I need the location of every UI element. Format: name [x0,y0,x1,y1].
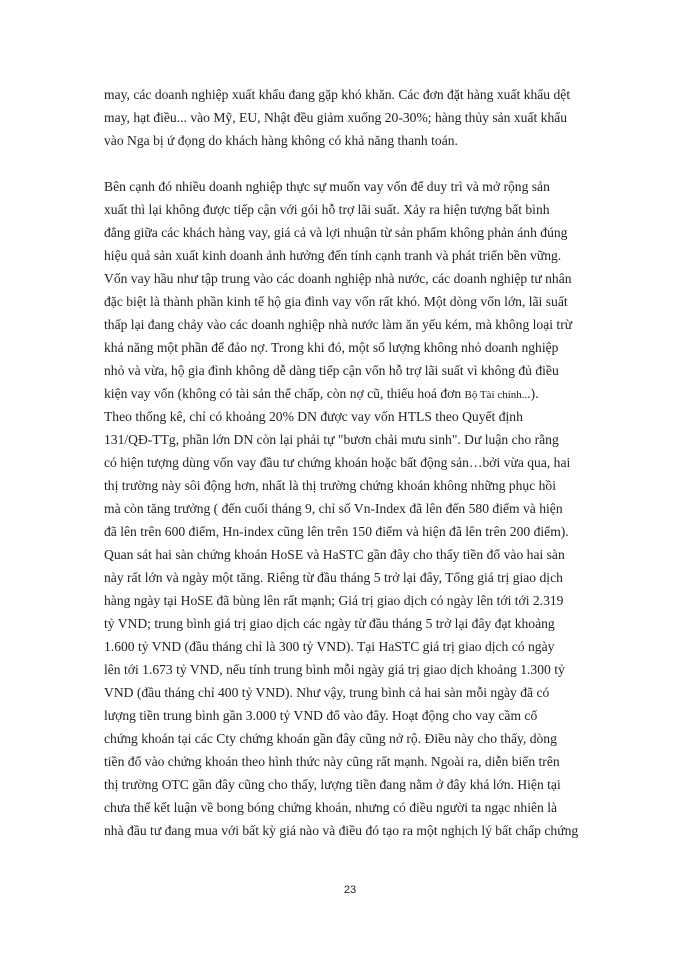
paragraph-2-line-13: có hiện tượng dùng vốn vay đầu tư chứng khoán hoặc bất động sản…bởi vừa qua, hai [104,455,571,470]
page-number: 23 [343,884,357,896]
paragraph-2-line-22: lên tới 1.673 tỷ VND, nếu tính trung bình mỗi ngày giá trị giao dịch khoảng 1.300 tỷ [104,662,565,677]
paragraph-1-line-1: may, các doanh nghiệp xuất khẩu đang gặp khó khăn. Các đơn đặt hàng xuất khẩu dệt [104,87,571,102]
paragraph-2-line-6: đặc biệt là thành phần kinh tế hộ gia đình vay vốn rất khó. Một dòng vốn lớn, lãi suất [104,294,568,309]
paragraph-2-line-19: hàng ngày tại HoSE đã bùng lên rất mạnh; Giá trị giao dịch có ngày lên tới tới 2.319 [104,593,564,608]
paragraph-2-line-10 [104,383,600,405]
paragraph-2-line-21: 1.600 tỷ VND (đầu tháng chỉ là 300 tỷ VND). Tại HaSTC giá trị giao dịch có ngày [104,639,555,654]
paragraph-2-line-14: thị trường này sôi động hơn, nhất là thị trường chứng khoán không những phục hồi [104,478,557,493]
paragraph-2-line-9: nhỏ và vừa, hộ gia đình không dễ dàng tiếp cận vốn hỗ trợ lãi suất vì không đủ điều [104,363,559,378]
paragraph-2-line-16: đã lên trên 600 điểm, Hn-index cũng lên trên 150 điểm và hiện đã lên trên 200 điểm). [104,524,569,539]
inline-after-text: .). [527,386,539,401]
paragraph-2-line-4: hiệu quả sản xuất kinh doanh ảnh hưởng đến tính cạnh tranh và phát triển bền vững. [104,248,562,263]
paragraph-2-line-29: nhà đầu tư đang mua với bất kỳ giá nào và điều đó tạo ra một nghịch lý bất chấp chứng [104,823,579,838]
paragraph-2-line-2: xuất thì lại không được tiếp cận với gói hỗ trợ lãi suất. Xảy ra hiện tượng bất bình [104,202,550,217]
paragraph-2-line-7: thấp lại đang chảy vào các doanh nghiệp nhà nước làm ăn yếu kém, mà không loại trừ [104,317,573,332]
paragraph-2-line-11: Theo thống kê, chỉ có khoảng 20% DN được vay vốn HTLS theo Quyết định [104,409,523,424]
paragraph-2-line-5: Vốn vay hầu như tập trung vào các doanh nghiệp nhà nước, các doanh nghiệp tư nhân [104,271,572,286]
paragraph-1-line-2: may, hạt điều... vào Mỹ, EU, Nhật đều giảm xuống 20-30%; hàng thủy sản xuất khẩu [104,110,568,125]
paragraph-2-line-24: lượng tiền trung bình gần 3.000 tỷ VND đổ vào đây. Hoạt động cho vay cầm cố [104,708,538,723]
line-10-text: kiện vay vốn (không có tài sản thế chấp, còn nợ cũ, thiếu hoá đơn [104,386,465,401]
paragraph-2-line-20: tỷ VND; trung bình giá trị giao dịch các ngày từ đầu tháng 5 trở lại đây đạt khoảng [104,616,555,631]
paragraph-2-line-18: này rất lớn và ngày một tăng. Riêng từ đầu tháng 5 trở lại đây, Tổng giá trị giao dịch [104,570,563,585]
paragraph-2-line-26: tiền đổ vào chứng khoán theo hình thức này cũng rất mạnh. Ngoài ra, diễn biến trên [104,754,560,769]
paragraph-2-line-1: Bên cạnh đó nhiều doanh nghiệp thực sự muốn vay vốn để duy trì và mở rộng sản [104,179,550,194]
paragraph-2-line-12: 131/QĐ-TTg, phần lớn DN còn lại phải tự "bươn chải mưu sinh". Dư luận cho rằng [104,432,559,447]
paragraph-2-line-8: khả năng một phần để đảo nợ. Trong khi đó, một số lượng không nhỏ doanh nghiệp [104,340,559,355]
paragraph-2-line-23: VND (đầu tháng chỉ 400 tỷ VND). Như vậy, trung bình cả hai sàn mỗi ngày đã có [104,685,550,700]
inline-small-text: Bộ Tài chính.. [464,389,528,401]
paragraph-2-line-3: đẳng giữa các khách hàng vay, giá cả và lợi nhuận từ sản phẩm không phản ánh đúng [104,225,568,240]
paragraph-2-line-15: mà còn tăng trưởng ( đến cuối tháng 9, chỉ số Vn-Index đã lên đến 580 điểm và hiện [104,501,563,516]
paragraph-2-line-25: chứng khoán tại các Cty chứng khoán gần đây cũng nở rộ. Điều này cho thấy, dòng [104,731,557,746]
paragraph-2-line-17: Quan sát hai sàn chứng khoán HoSE và HaSTC gần đây cho thấy tiền đổ vào hai sàn [104,547,565,562]
paragraph-1-line-3: vào Nga bị ứ đọng do khách hàng không có khả năng thanh toán. [104,133,458,148]
paragraph-2-line-27: thị trường OTC gần đây cũng cho thấy, lượng tiền đang nằm ở đây khá lớn. Hiện tại [104,777,561,792]
paragraph-2-line-28: chưa thể kết luận về bong bóng chứng khoán, nhưng có điều người ta ngạc nhiên là [104,800,558,815]
